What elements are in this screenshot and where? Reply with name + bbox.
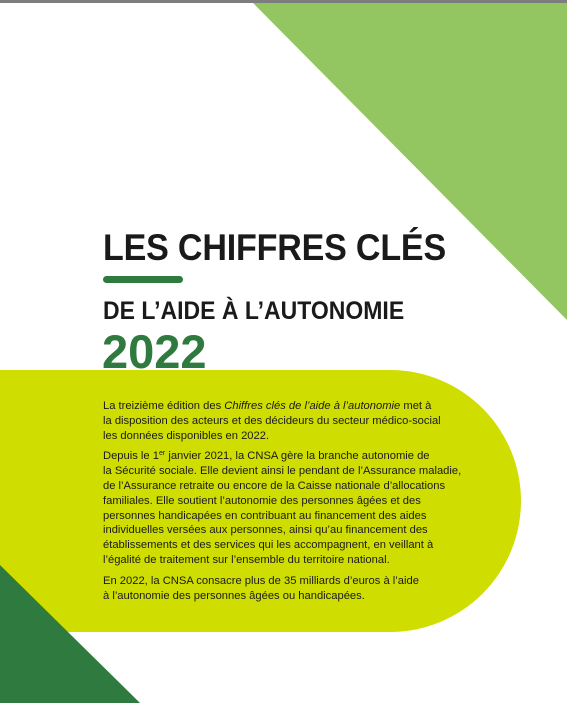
text-line: La treizième édition des Chiffres clés de l’aide à l’autonomie met à	[103, 400, 432, 412]
top-right-green-triangle	[253, 3, 567, 320]
text-line: l’égalité de traitement sur l’ensemble du territoire national.	[103, 553, 390, 566]
cover-subtitle: DE L’AIDE À L’AUTONOMIE	[103, 297, 405, 325]
text-line: personnes handicapées en contribuant au financement des aides	[103, 509, 427, 522]
intro-text	[103, 399, 462, 609]
text-line: En 2022, la CNSA consacre plus de 35 milliards d’euros à l’aide	[103, 574, 419, 587]
intro-paragraph-3	[103, 574, 443, 604]
cover-title: LES CHIFFRES CLÉS	[103, 227, 446, 268]
intro-paragraph-1	[103, 399, 443, 443]
text-line: établissements et des services qui les accompagnent, en veillant à	[103, 539, 434, 552]
text-line: les données disponibles en 2022.	[103, 429, 270, 442]
text-line: de l’Assurance retraite ou encore de la Caisse nationale d’allocations	[103, 479, 446, 492]
text-line: Depuis le 1er janvier 2021, la CNSA gère la branche autonomie de	[103, 450, 430, 463]
title-underline	[103, 276, 183, 283]
text-line: individuelles versées aux personnes, ainsi qu’au financement des	[103, 524, 428, 537]
text-line: à l’autonomie des personnes âgées ou handicapées.	[103, 589, 365, 602]
text-line: la disposition des acteurs et des décideurs du secteur médico-social	[103, 414, 441, 427]
intro-paragraph-2	[103, 449, 462, 567]
cover-year: 2022	[102, 325, 207, 378]
text-line: familiales. Elle soutient l’autonomie des personnes âgées et des	[103, 494, 421, 507]
text-line: la Sécurité sociale. Elle devient ainsi le pendant de l’Assurance maladie,	[103, 465, 462, 478]
